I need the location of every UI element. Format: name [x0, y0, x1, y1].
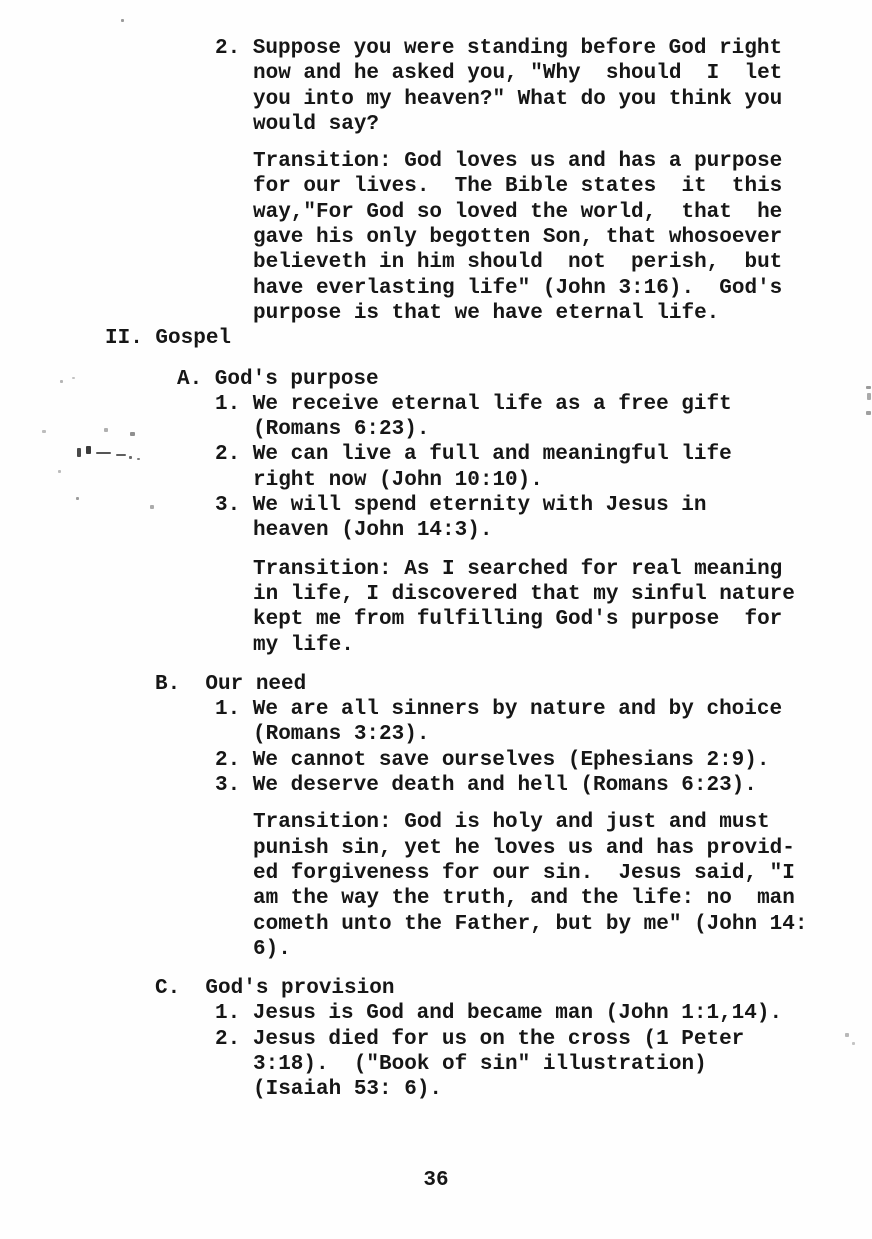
scan-speckle	[867, 393, 871, 400]
outline-item-line: 3. We deserve death and hell (Romans 6:23).	[215, 774, 757, 798]
section-heading-c: C. God's provision	[155, 977, 395, 1001]
outline-item-line: 3. We will spend eternity with Jesus in	[215, 494, 707, 518]
outline-item-line: 2. Suppose you were standing before God right	[215, 37, 783, 60]
outline-item-line: (Romans 3:23).	[253, 723, 430, 747]
outline-item-line: 2. We can live a full and meaningful life	[215, 443, 732, 467]
outline-item-line: 2. Jesus died for us on the cross (1 Peter	[215, 1027, 745, 1051]
scan-speckle	[845, 1033, 849, 1037]
outline-item-line: right now (John 10:10).	[253, 468, 543, 492]
scan-speckle	[60, 380, 63, 383]
scan-speckle	[116, 454, 126, 456]
scan-speckle	[150, 505, 154, 509]
scan-speckle	[866, 386, 871, 389]
scan-speckle	[852, 1042, 855, 1045]
page-number: 36	[423, 1169, 449, 1192]
outline-item-line: (Isaiah 53: 6).	[253, 1078, 443, 1102]
outline-item-line: 1. Jesus is God and became man (John 1:1,14).	[215, 1002, 783, 1026]
transition-paragraph-line: 6).	[253, 937, 291, 961]
outline-item-line: 1. We receive eternal life as a free gift	[215, 392, 732, 416]
scan-speckle	[72, 377, 75, 379]
transition-paragraph-line: believeth in him should not perish, but	[253, 251, 783, 275]
outline-item-line: you into my heaven?" What do you think you	[253, 87, 783, 111]
outline-item-line: would say?	[253, 112, 380, 136]
transition-paragraph-line: purpose is that we have eternal life.	[253, 301, 720, 325]
transition-paragraph-line: way,"For God so loved the world, that he	[253, 200, 783, 224]
transition-paragraph-line: Transition: As I searched for real meaning	[253, 557, 783, 581]
transition-paragraph-line: for our lives. The Bible states it this	[253, 175, 783, 199]
transition-paragraph-line: in life, I discovered that my sinful nature	[253, 582, 795, 606]
scan-speckle	[77, 448, 81, 457]
scan-speckle	[130, 432, 135, 436]
transition-paragraph-line: ed forgiveness for our sin. Jesus said, "I	[253, 861, 795, 885]
transition-paragraph-line: punish sin, yet he loves us and has provid-	[253, 836, 795, 860]
section-heading-b: B. Our need	[155, 672, 307, 696]
outline-item-line: (Romans 6:23).	[253, 418, 430, 442]
scan-speckle	[104, 428, 108, 432]
transition-paragraph-line: kept me from fulfilling God's purpose for	[253, 608, 783, 632]
scan-speckle	[42, 430, 46, 433]
scan-speckle	[96, 452, 111, 454]
scan-speckle	[129, 456, 132, 459]
outline-item-line: 2. We cannot save ourselves (Ephesians 2:9).	[215, 748, 770, 772]
transition-paragraph-line: am the way the truth, and the life: no man	[253, 887, 795, 911]
outline-item-line: 1. We are all sinners by nature and by choice	[215, 698, 783, 722]
scan-speckle	[86, 446, 91, 454]
outline-item-line: now and he asked you, "Why should I let	[253, 62, 783, 86]
page-content	[0, 36, 872, 1103]
outline-item-line: heaven (John 14:3).	[253, 519, 493, 543]
scan-speckle	[76, 497, 79, 500]
section-heading-a: A. God's purpose	[177, 367, 379, 391]
transition-paragraph-line: my life.	[253, 633, 354, 657]
scan-speckle	[121, 19, 124, 22]
scan-speckle	[137, 458, 140, 460]
section-heading-gospel: II. Gospel	[105, 327, 232, 351]
outline-item-line: 3:18). ("Book of sin" illustration)	[253, 1052, 707, 1076]
scan-speckle	[58, 470, 61, 473]
transition-paragraph-line: cometh unto the Father, but by me" (John 14:	[253, 912, 808, 936]
transition-paragraph-line: Transition: God is holy and just and must	[253, 811, 770, 835]
transition-paragraph-line: gave his only begotten Son, that whosoever	[253, 226, 783, 250]
scan-speckle	[866, 411, 871, 415]
transition-paragraph-line: Transition: God loves us and has a purpose	[253, 150, 783, 174]
transition-paragraph-line: have everlasting life" (John 3:16). God's	[253, 276, 783, 300]
